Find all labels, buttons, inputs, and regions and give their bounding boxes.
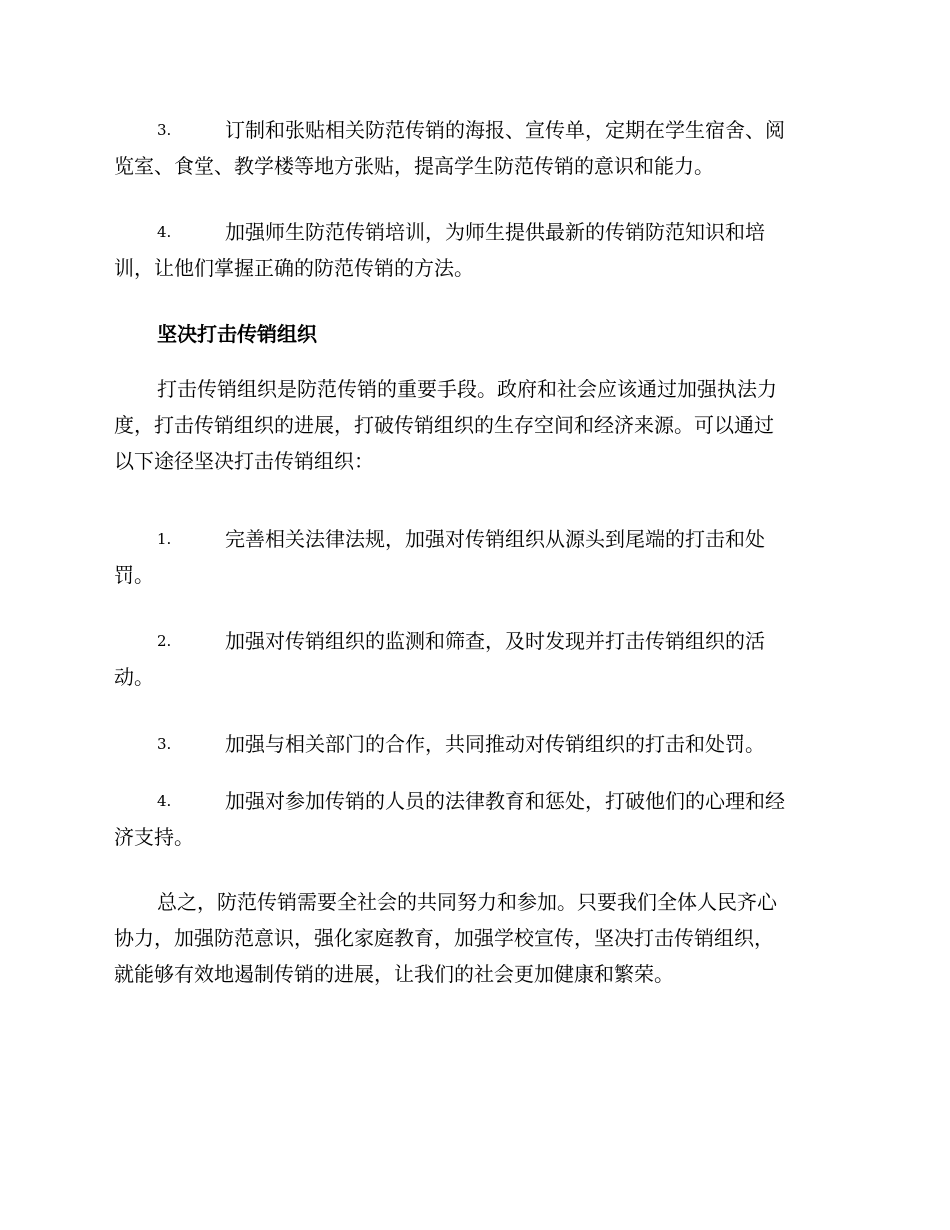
list-item xyxy=(114,218,834,280)
list-number: 4. xyxy=(157,223,172,241)
list-number: 3. xyxy=(157,121,172,139)
list-number: 2. xyxy=(157,632,172,650)
list-text-line: 训，让他们掌握正确的防范传销的方法。 xyxy=(114,256,474,280)
list-item xyxy=(114,116,834,178)
list-number: 4. xyxy=(157,792,172,810)
list-text-line: 加强对传销组织的监测和筛查，及时发现并打击传销组织的活 xyxy=(225,629,765,653)
conclusion-paragraph xyxy=(114,884,834,992)
list-item xyxy=(114,627,834,689)
list-text-line: 完善相关法律法规，加强对传销组织从源头到尾端的打击和处 xyxy=(225,527,765,551)
list-item xyxy=(114,730,834,758)
paragraph-line: 度，打击传销组织的进展，打破传销组织的生存空间和经济来源。可以通过 xyxy=(114,413,774,437)
paragraph-line: 总之，防范传销需要全社会的共同努力和参加。只要我们全体人民齐心 xyxy=(157,890,777,914)
list-number: 3. xyxy=(157,735,172,753)
paragraph-line: 打击传销组织是防范传销的重要手段。政府和社会应该通过加强执法力 xyxy=(157,377,777,401)
list-text-line: 济支持。 xyxy=(114,825,194,849)
list-text-line: 加强与相关部门的合作，共同推动对传销组织的打击和处罚。 xyxy=(225,732,765,756)
list-item xyxy=(114,525,834,587)
list-text-line: 加强师生防范传销培训，为师生提供最新的传销防范知识和培 xyxy=(225,220,765,244)
list-text-line: 动。 xyxy=(114,665,154,689)
list-text-line: 罚。 xyxy=(114,563,154,587)
list-number: 1. xyxy=(157,530,172,548)
paragraph-line: 协力，加强防范意识，强化家庭教育，加强学校宣传，坚决打击传销组织， xyxy=(114,926,774,950)
paragraph-line: 以下途径坚决打击传销组织： xyxy=(114,449,374,473)
list-text-line: 订制和张贴相关防范传销的海报、宣传单，定期在学生宿舍、阅 xyxy=(225,118,785,142)
list-item xyxy=(114,787,834,849)
list-text-line: 览室、食堂、教学楼等地方张贴，提高学生防范传销的意识和能力。 xyxy=(114,154,714,178)
section-heading: 坚决打击传销组织 xyxy=(157,322,317,346)
paragraph-line: 就能够有效地遏制传销的进展，让我们的社会更加健康和繁荣。 xyxy=(114,962,674,986)
list-text-line: 加强对参加传销的人员的法律教育和惩处，打破他们的心理和经 xyxy=(225,789,785,813)
intro-paragraph xyxy=(114,371,834,479)
